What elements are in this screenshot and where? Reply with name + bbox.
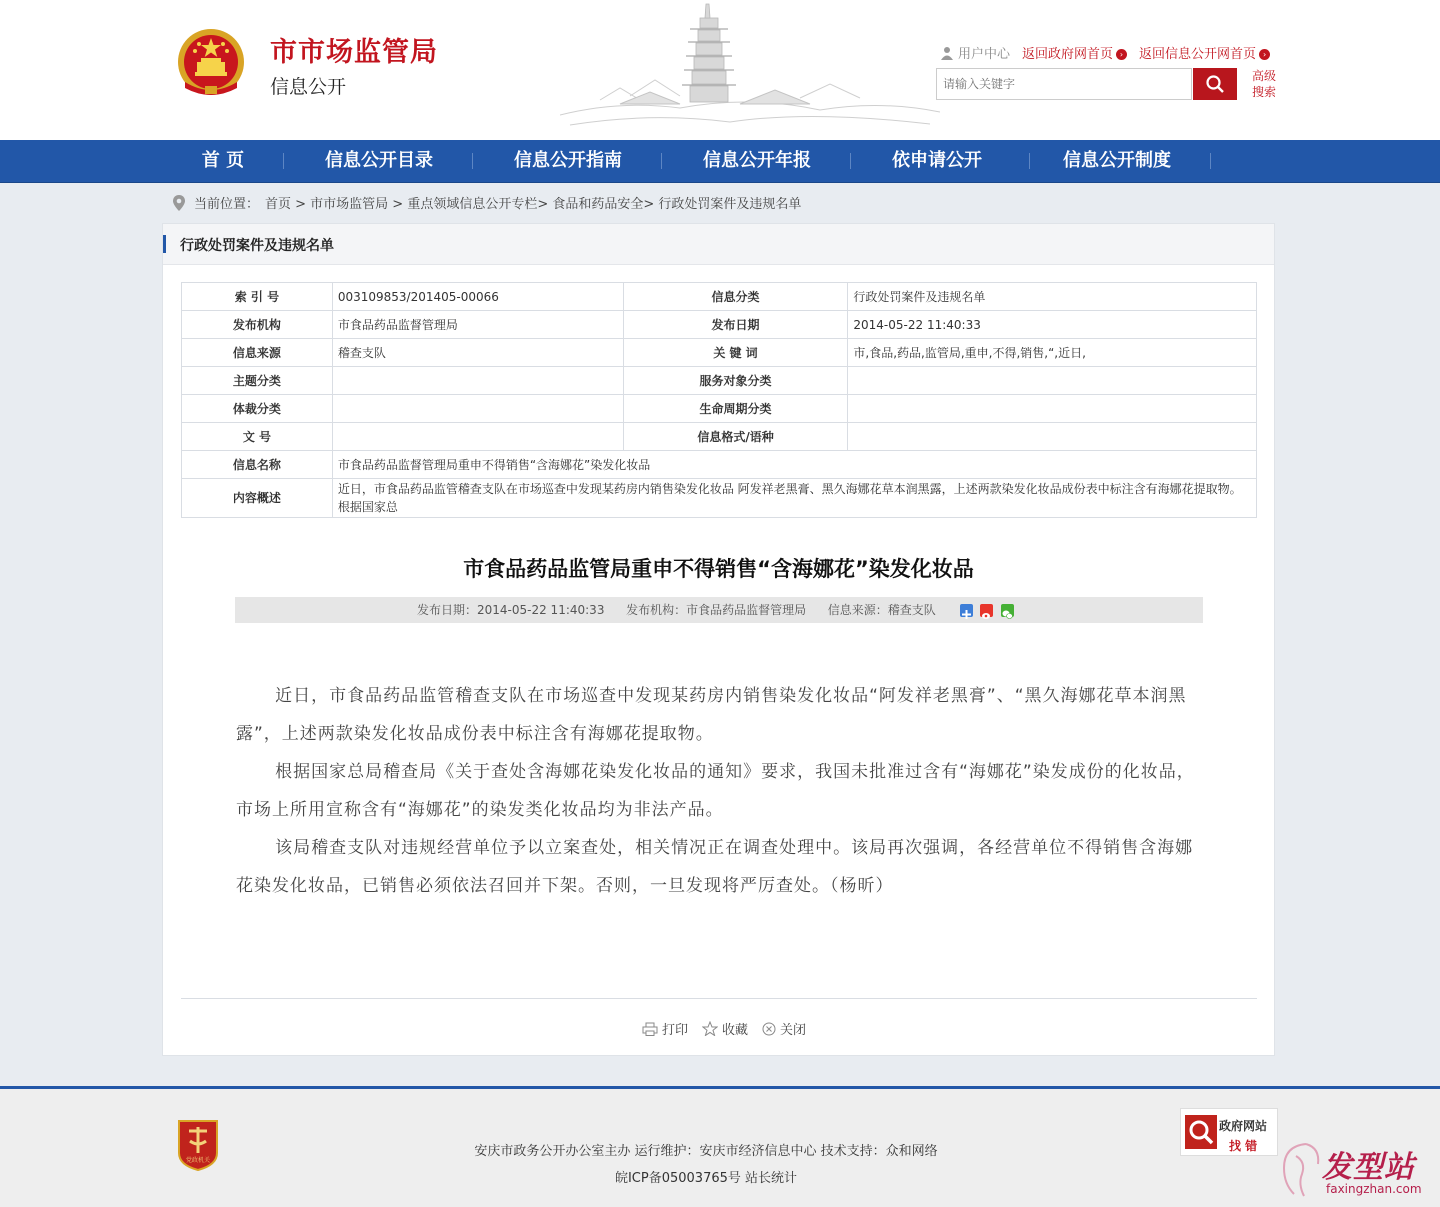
publisher-label: 发布机构 — [182, 311, 333, 339]
table-row — [182, 283, 1257, 311]
print-label: 打印 — [662, 1023, 689, 1038]
close-button[interactable] — [762, 1019, 806, 1038]
share-more-icon[interactable] — [960, 604, 973, 617]
nav-catalog[interactable]: 信息公开目录 — [325, 150, 433, 171]
footer-line-1: 安庆市政务公开办公室主办 运行维护：安庆市经济信息中心 技术支持：众和网络 — [474, 1144, 938, 1159]
top-links — [940, 43, 1270, 62]
watermark-url: faxingzhan.com — [1326, 1182, 1422, 1196]
date-value: 2014-05-22 11:40:33 — [848, 311, 1257, 339]
keywords-label: 关 键 词 — [623, 339, 848, 367]
article-title: 市食品药品监管局重申不得销售“含海娜花”染发化妆品 — [463, 557, 974, 581]
table-row — [182, 423, 1257, 451]
watermark-text: 发型站 — [1322, 1150, 1415, 1185]
advanced-search-link[interactable] — [1252, 68, 1282, 100]
advanced-search-label-1: 高级 — [1252, 69, 1277, 83]
badge-label: 党政机关 — [185, 1157, 211, 1164]
close-label: 关闭 — [780, 1023, 807, 1038]
nav-separator — [472, 153, 473, 169]
metadata-table — [181, 282, 1257, 518]
docno-value — [332, 423, 623, 451]
nav-policy[interactable]: 信息公开制度 — [1063, 150, 1171, 171]
info-home-link-label: 返回信息公开网首页 — [1139, 47, 1257, 62]
category-value: 行政处罚案件及违规名单 — [848, 283, 1257, 311]
article-paragraph: 近日，市食品药品监管稽查支队在市场巡查中发现某药房内销售染发化妆品“阿发祥老黑膏”、“黑久海娜花草本润黑露”，上述两款染发化妆品成份表中标注含有海娜花提取物。 — [236, 686, 1187, 744]
panel-title: 行政处罚案件及违规名单 — [180, 238, 334, 254]
search-button[interactable] — [1193, 68, 1237, 100]
advanced-search-label-2: 搜索 — [1252, 85, 1277, 99]
article-paragraph: 该局稽查支队对违规经营单位予以立案查处，相关情况正在调查处理中。该局再次强调，各经营单位不得销售含海娜花染发化妆品，已销售必须依法召回并下架。否则，一旦发现将严厉查处。（杨昕） — [236, 838, 1194, 896]
find-error-title: 政府网站 — [1219, 1119, 1268, 1133]
site-header — [0, 0, 1440, 140]
panel-header-accent — [163, 235, 166, 253]
arrow-right-icon: › — [1116, 49, 1127, 60]
user-icon — [940, 46, 954, 60]
national-emblem-icon — [175, 26, 247, 102]
location-pin-icon — [172, 195, 186, 211]
category-label: 信息分类 — [623, 283, 848, 311]
article-publisher: 发布机构：市食品药品监督管理局 — [626, 603, 807, 617]
gov-home-link-label: 返回政府网首页 — [1022, 47, 1114, 62]
format-label: 信息格式/语种 — [623, 423, 848, 451]
audience-value — [848, 367, 1257, 395]
table-row — [182, 339, 1257, 367]
print-button[interactable] — [642, 1019, 688, 1038]
panel-header — [163, 224, 1274, 265]
source-label: 信息来源 — [182, 339, 333, 367]
favorite-label: 收藏 — [722, 1023, 749, 1038]
summary-value: 近日，市食品药品监管稽查支队在市场巡查中发现某药房内销售染发化妆品 阿发祥老黑膏、黑久海娜花草本润黑露，上述两款染发化妆品成份表中标注含有海娜花提取物。 根据国家总 — [332, 479, 1256, 518]
audience-label: 服务对象分类 — [623, 367, 848, 395]
user-center-link[interactable]: 用户中心 — [958, 47, 1011, 62]
table-row — [182, 395, 1257, 423]
publisher-value: 市食品药品监督管理局 — [332, 311, 623, 339]
table-row — [182, 367, 1257, 395]
find-error-subtitle: 找 错 — [1229, 1139, 1258, 1153]
docno-label: 文 号 — [182, 423, 333, 451]
topic-value — [332, 367, 623, 395]
table-row — [182, 451, 1257, 479]
content-divider — [181, 998, 1257, 999]
site-title: 市市场监管局 — [270, 37, 438, 68]
article-paragraph: 根据国家总局稽查局《关于查处含海娜花染发化妆品的通知》要求，我国未批准过含有“海娜花”染发成份的化妆品，市场上所用宣称含有“海娜花”的染发类化妆品均为非法产品。 — [236, 762, 1195, 820]
arrow-right-icon: › — [1259, 49, 1270, 60]
table-row — [182, 311, 1257, 339]
footer-line-2: 皖ICP备05003765号 站长统计 — [614, 1171, 798, 1186]
nav-separator — [283, 153, 284, 169]
printer-icon — [642, 1022, 658, 1036]
article-meta-text — [417, 597, 936, 623]
lifecycle-label: 生命周期分类 — [623, 395, 848, 423]
date-label: 发布日期 — [623, 311, 848, 339]
nav-guide[interactable]: 信息公开指南 — [514, 150, 622, 171]
star-icon — [702, 1021, 718, 1036]
summary-label: 内容概述 — [182, 479, 333, 518]
search-icon — [1205, 74, 1225, 94]
breadcrumb — [172, 193, 801, 212]
share-wechat-icon[interactable] — [1001, 604, 1014, 617]
nav-separator — [661, 153, 662, 169]
magnifier-icon — [1185, 1115, 1217, 1149]
find-error-button[interactable] — [1180, 1108, 1278, 1156]
nav-apply[interactable]: 依申请公开 — [892, 150, 982, 171]
genre-value — [332, 395, 623, 423]
nav-annual-report[interactable]: 信息公开年报 — [703, 150, 811, 171]
source-value: 稽查支队 — [332, 339, 623, 367]
article-tools — [642, 1019, 806, 1038]
topic-label: 主题分类 — [182, 367, 333, 395]
article-source: 信息来源：稽查支队 — [827, 603, 936, 617]
site-subtitle: 信息公开 — [270, 76, 347, 98]
breadcrumb-label: 当前位置： — [194, 197, 260, 212]
genre-label: 体裁分类 — [182, 395, 333, 423]
lifecycle-value — [848, 395, 1257, 423]
close-icon — [762, 1022, 776, 1036]
main-nav — [0, 140, 1440, 183]
index-label: 索 引 号 — [182, 283, 333, 311]
nav-separator — [850, 153, 851, 169]
name-value: 市食品药品监督管理局重申不得销售“含海娜花”染发化妆品 — [332, 451, 1256, 479]
search-input[interactable] — [936, 68, 1192, 100]
table-row — [182, 479, 1257, 518]
index-value: 003109853/201405-00066 — [332, 283, 623, 311]
nav-home[interactable]: 首 页 — [201, 150, 245, 171]
format-value — [848, 423, 1257, 451]
nav-separator — [1029, 153, 1030, 169]
content-panel — [162, 223, 1275, 1056]
watermark-logo — [1276, 1140, 1436, 1202]
article-body — [236, 677, 1198, 905]
breadcrumb-path[interactable]: 首页 > 市市场监管局 > 重点领域信息公开专栏> 食品和药品安全> 行政处罚案件及违规名单 — [265, 197, 802, 212]
favorite-button[interactable] — [702, 1019, 748, 1038]
keywords-value: 市,食品,药品,监管局,重申,不得,销售,“,近日, — [848, 339, 1257, 367]
gov-home-link[interactable] — [1022, 43, 1127, 62]
article-date: 发布日期：2014-05-22 11:40:33 — [417, 603, 605, 617]
article-meta-bar — [235, 597, 1203, 623]
info-home-link[interactable] — [1139, 43, 1270, 62]
pagoda-banner-illustration — [560, 0, 940, 140]
share-weibo-icon[interactable] — [980, 604, 993, 617]
nav-separator — [1210, 153, 1211, 169]
name-label: 信息名称 — [182, 451, 333, 479]
hair-silhouette-icon — [1276, 1140, 1326, 1200]
